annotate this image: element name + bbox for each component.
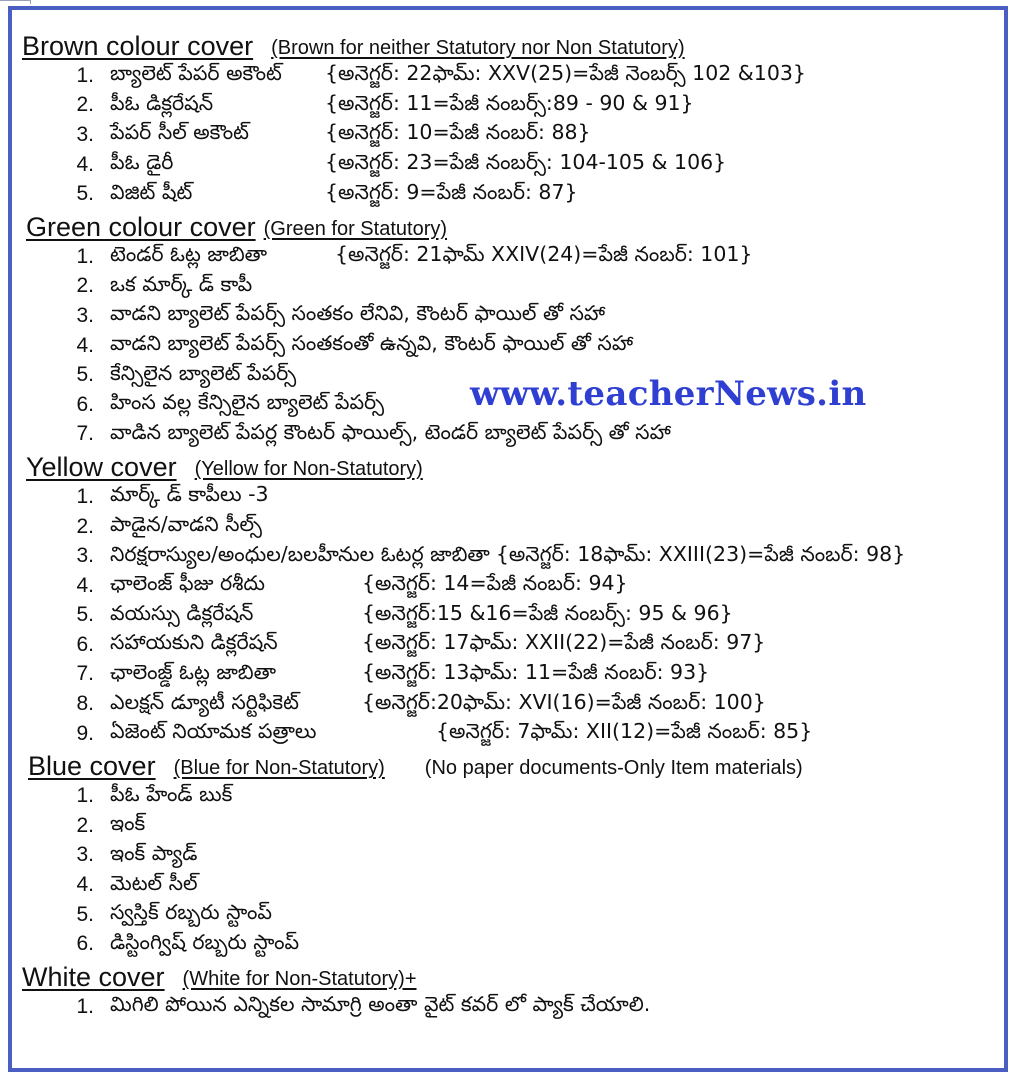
item-reference: {అనెగ్జర్: 9=పేజీ నంబర్: 87}	[325, 179, 578, 204]
item-reference: {అనెగ్జర్: 11=పేజీ నంబర్స్:89 - 90 & 91}	[325, 90, 694, 115]
list-item	[22, 242, 997, 272]
item-text: మార్క్ డ్ కాపీలు -3	[110, 482, 269, 507]
item-reference: {అనెగ్జర్: 13ఫామ్: 11=పేజీ నంబర్: 93}	[362, 659, 710, 684]
item-text: ఛాలెంజ్డ్ ఓట్ల జాబితా	[110, 659, 277, 684]
item-text: డిస్టింగ్విష్ రబ్బరు స్టాంప్	[110, 929, 300, 954]
section-heading	[22, 28, 997, 61]
item-reference: {అనెగ్జర్: 18ఫామ్: XXIII(23)=పేజీ నంబర్: 98}	[495, 541, 906, 566]
section-title: Yellow cover	[26, 452, 177, 483]
item-number: 3.	[76, 843, 94, 867]
item-text: వాడని బ్యాలెట్ పేపర్స్ సంతకం లేనివి, కౌంటర్ ఫాయిల్ తో సహా	[110, 301, 606, 326]
item-reference: {అనెగ్జర్: 21ఫామ్ XXIV(24)=పేజీ నంబర్: 101}	[335, 242, 753, 267]
item-number: 6.	[76, 932, 94, 956]
item-number: 5.	[76, 603, 94, 627]
section-yellow-cover	[22, 449, 997, 748]
section-blue-cover	[22, 748, 997, 959]
item-text: టెండర్ ఓట్ల జాబితా	[110, 242, 268, 267]
section-subtitle: (Green for Statutory)	[263, 217, 448, 240]
section-subtitle: (White for Non-Statutory)+	[182, 968, 417, 991]
item-number: 4.	[76, 573, 94, 597]
item-reference: {అనెగ్జర్:20ఫామ్: XVI(16)=పేజీ నంబర్: 100}	[362, 689, 766, 714]
item-list	[22, 482, 997, 748]
item-number: 5.	[76, 182, 94, 206]
section-title: Green colour cover	[26, 211, 256, 242]
list-item	[22, 420, 997, 450]
section-subtitle: (Yellow for Non-Statutory)	[194, 458, 423, 481]
item-list	[22, 781, 997, 959]
item-reference: {అనెగ్జర్: 7ఫామ్: XII(12)=పేజీ నంబర్: 85}	[436, 719, 813, 744]
item-text: పీఓ హేండ్ బుక్	[110, 781, 233, 806]
item-reference: {అనెగ్జర్: 23=పేజీ నంబర్స్: 104-105 & 106}	[325, 150, 727, 175]
item-number: 8.	[76, 692, 94, 716]
item-text: పేపర్ సీల్ అకౌంట్	[110, 120, 250, 145]
item-number: 1.	[76, 784, 94, 808]
list-item	[22, 120, 997, 150]
section-title: Brown colour cover	[22, 31, 254, 61]
list-item	[22, 900, 997, 930]
item-number: 2.	[76, 93, 94, 117]
item-text: ఛాలెంజ్ ఫీజు రశీదు	[110, 571, 265, 596]
item-text: బ్యాలెట్ పేపర్ అకౌంట్	[110, 61, 282, 86]
list-item	[22, 719, 997, 749]
item-number: 6.	[76, 632, 94, 656]
list-item	[22, 689, 997, 719]
item-number: 1.	[76, 244, 94, 268]
item-text: ఇంక్	[110, 811, 146, 836]
document-content	[22, 26, 997, 1022]
list-item	[22, 870, 997, 900]
section-title: Blue cover	[28, 751, 156, 782]
item-text: మిగిలి పోయిన ఎన్నికల సామాగ్రి అంతా వైట్ కవర్ లో ప్యాక్ చేయాలి.	[110, 992, 651, 1017]
list-item	[22, 630, 997, 660]
section-heading	[22, 449, 997, 482]
section-brown-cover	[22, 28, 997, 209]
list-item	[22, 91, 997, 121]
item-number: 9.	[76, 721, 94, 745]
site-watermark[interactable]: www.teacherNews.in	[470, 374, 867, 414]
list-item	[22, 61, 997, 91]
item-number: 3.	[76, 303, 94, 327]
list-item	[22, 571, 997, 601]
item-text: కేన్సిలైన బ్యాలెట్ పేపర్స్	[110, 360, 297, 385]
item-number: 5.	[76, 902, 94, 926]
section-heading	[22, 959, 997, 992]
list-item	[22, 482, 997, 512]
item-number: 2.	[76, 813, 94, 837]
list-item	[22, 331, 997, 361]
section-subtitle: (Brown for neither Statutory nor Non Statutory)	[271, 37, 685, 59]
item-number: 1.	[76, 484, 94, 508]
section-note: (No paper documents-Only Item materials)	[424, 757, 803, 780]
section-subtitle: (Blue for Non-Statutory)	[173, 757, 385, 780]
section-heading	[22, 209, 997, 242]
item-number: 7.	[76, 662, 94, 686]
item-number: 1.	[76, 994, 94, 1018]
item-text: పీఓ డైరీ	[110, 150, 174, 175]
item-text: వయస్సు డిక్లరేషన్	[110, 600, 254, 625]
item-text: స్వస్తిక్ రబ్బరు స్టాంప్	[110, 900, 272, 925]
item-reference: {అనెగ్జర్: 17ఫామ్: XXII(22)=పేజీ నంబర్: 97}	[362, 630, 766, 655]
item-number: 6.	[76, 392, 94, 416]
list-item	[22, 272, 997, 302]
item-number: 2.	[76, 514, 94, 538]
item-text: ఎలక్షన్ డ్యూటీ సర్టిఫికెట్	[110, 689, 299, 714]
item-text: ఇంక్ ప్యాడ్	[110, 840, 198, 865]
item-list	[22, 61, 997, 209]
item-list	[22, 992, 997, 1022]
list-item	[22, 841, 997, 871]
item-text: వాడని బ్యాలెట్ పేపర్స్ సంతకంతో ఉన్నవి, కౌంటర్ ఫాయిల్ తో సహా	[110, 331, 633, 356]
list-item	[22, 929, 997, 959]
item-text: ఏజెంట్ నియామక పత్రాలు	[110, 719, 317, 744]
item-text: విజిట్ షీట్	[110, 179, 193, 204]
list-item	[22, 660, 997, 690]
list-item	[22, 811, 997, 841]
item-reference: {అనెగ్జర్:15 &16=పేజీ నంబర్స్: 95 & 96}	[362, 600, 733, 625]
list-item	[22, 512, 997, 542]
list-item	[22, 150, 997, 180]
item-reference: {అనెగ్జర్: 14=పేజీ నంబర్: 94}	[362, 571, 628, 596]
item-number: 2.	[76, 274, 94, 298]
list-item	[22, 992, 997, 1022]
item-number: 3.	[76, 122, 94, 146]
item-list	[22, 242, 997, 449]
list-item	[22, 179, 997, 209]
section-white-cover	[22, 959, 997, 1022]
list-item	[22, 301, 997, 331]
item-text: మెటల్ సీల్	[110, 870, 198, 895]
item-text: పాడైన/వాడని సీల్స్	[110, 512, 263, 537]
item-number: 7.	[76, 422, 94, 446]
item-text: హింస వల్ల కేన్సిలైన బ్యాలెట్ పేపర్స్	[110, 390, 385, 415]
item-text: సహాయకుని డిక్లరేషన్	[110, 630, 278, 655]
item-text: ఒక మార్క్ డ్ కాపీ	[110, 271, 253, 296]
item-text: పీఓ డిక్లరేషన్	[110, 90, 214, 115]
item-number: 4.	[76, 873, 94, 897]
item-text: నిరక్షరాస్యుల/అంధుల/బలహీనుల ఓటర్ల జాబితా	[110, 541, 490, 566]
item-reference: {అనెగ్జర్: 10=పేజీ నంబర్: 88}	[325, 120, 591, 145]
section-heading	[22, 748, 997, 781]
list-item	[22, 541, 997, 571]
item-number: 4.	[76, 333, 94, 357]
item-number: 5.	[76, 363, 94, 387]
item-number: 4.	[76, 152, 94, 176]
item-reference: {అనెగ్జర్: 22ఫామ్: XXV(25)=పేజీ నెంబర్స్ 102 &103}	[325, 61, 806, 86]
list-item	[22, 781, 997, 811]
corner-mark	[0, 0, 31, 4]
item-number: 3.	[76, 544, 94, 568]
item-number: 1.	[76, 63, 94, 87]
section-title: White cover	[22, 962, 165, 993]
item-text: వాడిన బ్యాలెట్ పేపర్ల కౌంటర్ ఫాయిల్స్, టెండర్ బ్యాలెట్ పేపర్స్ తో సహా	[110, 419, 671, 444]
list-item	[22, 601, 997, 631]
